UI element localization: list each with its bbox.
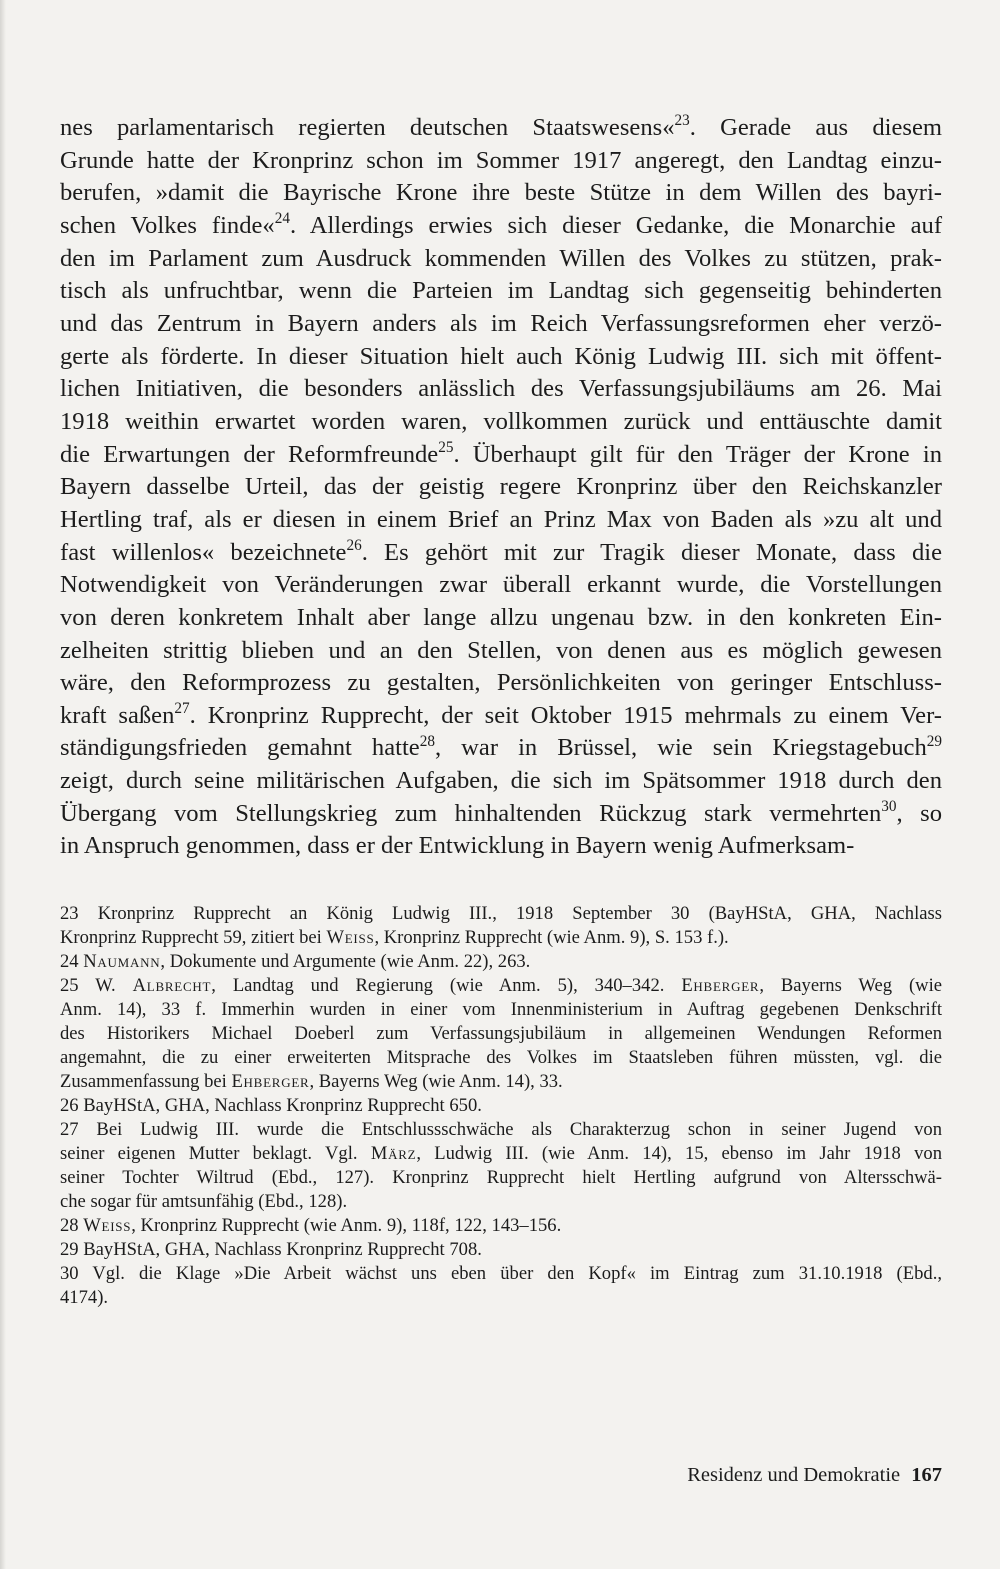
body-line: Bayern dasselbe Urteil, das der geistig regere Kronprinz über den Reichskanzler xyxy=(60,473,942,501)
footnote-reference: 25 xyxy=(438,438,454,456)
footnote-line: angemahnt, die zu einer erweiterten Mitsprache des Volkes im Staatsleben führen müssten, vgl. die xyxy=(60,1047,942,1068)
body-line: von deren konkretem Inhalt aber lange allzu ungenau bzw. in den konkreten Ein- xyxy=(60,603,942,631)
body-line: 1918 weithin erwartet worden waren, vollkommen zurück und enttäuschte damit xyxy=(60,407,942,435)
running-footer xyxy=(687,1462,942,1488)
footnotes xyxy=(60,902,942,1310)
footnote-23 xyxy=(60,902,942,950)
footnote-reference: 29 xyxy=(926,732,943,750)
body-line: den im Parlament zum Ausdruck kommenden Willen des Volkes zu stützen, prak- xyxy=(60,244,942,272)
footnote-30 xyxy=(60,1262,942,1310)
body-line: zeigt, durch seine militärischen Aufgaben, die sich im Spätsommer 1918 durch den xyxy=(60,767,942,795)
author-name: Albrecht xyxy=(132,975,212,996)
body-line: gerte als förderte. In dieser Situation hielt auch König Ludwig III. sich mit öffent- xyxy=(60,342,942,370)
footnote-29 xyxy=(60,1238,942,1262)
author-name: Naumann xyxy=(83,951,161,972)
body-text xyxy=(60,112,942,863)
body-line: in Anspruch genommen, dass er der Entwicklung in Bayern wenig Aufmerksam- xyxy=(60,832,855,860)
footnote-reference: 26 xyxy=(346,536,362,554)
footnote-line: Anm. 14), 33 f. Immerhin wurden in einer vom Innenministerium in Auftrag gegebenen Denkschrift xyxy=(60,999,942,1020)
running-footer-title: Residenz und Demokratie xyxy=(687,1464,901,1486)
body-line: die Erwartungen der Reformfreunde$^{25}$. Überhaupt gilt für den Träger der Krone in xyxy=(60,438,942,468)
footnote-line: 4174). xyxy=(60,1287,109,1308)
footnote-line: 26 BayHStA, GHA, Nachlass Kronprinz Rupprecht 650. xyxy=(60,1095,482,1116)
footnote-26 xyxy=(60,1094,942,1118)
footnote-line: 28 Weiss, Kronprinz Rupprecht (wie Anm. 9), 118f, 122, 143–156. xyxy=(60,1215,562,1236)
body-line: fast willenlos« bezeichnete$^{26}$. Es gehört mit zur Tragik dieser Monate, dass die xyxy=(60,536,942,566)
footnote-line: Kronprinz Rupprecht 59, zitiert bei Weiss, Kronprinz Rupprecht (wie Anm. 9), S. 153 f.). xyxy=(60,927,729,948)
page-number: 167 xyxy=(911,1464,942,1486)
footnote-line: 29 BayHStA, GHA, Nachlass Kronprinz Rupprecht 708. xyxy=(60,1239,482,1260)
footnote-reference: 30 xyxy=(881,797,897,815)
author-name: Ehberger xyxy=(231,1071,310,1092)
author-name: Weiss xyxy=(83,1215,132,1236)
body-line: Grunde hatte der Kronprinz schon im Sommer 1917 angeregt, den Landtag einzu- xyxy=(60,146,942,174)
page-edge-shadow xyxy=(0,0,6,1569)
footnote-24 xyxy=(60,950,942,974)
footnote-line: 30 Vgl. die Klage »Die Arbeit wächst uns eben über den Kopf« im Eintrag zum 31.10.1918 (Ebd., xyxy=(60,1263,942,1284)
footnote-27 xyxy=(60,1118,942,1214)
body-line: zelheiten strittig blieben und an den Stellen, von denen aus es möglich gewesen xyxy=(60,636,942,664)
footnote-line: seiner eigenen Mutter beklagt. Vgl. März, Ludwig III. (wie Anm. 14), 15, ebenso im Jahr 1918 von xyxy=(60,1143,942,1164)
body-line: lichen Initiativen, die besonders anlässlich des Verfassungsjubiläums am 26. Mai xyxy=(60,375,942,403)
footnote-line: seiner Tochter Wiltrud (Ebd., 127). Kronprinz Rupprecht hielt Hertling aufgrund von Altersschwä- xyxy=(60,1167,942,1188)
footnote-line: 27 Bei Ludwig III. wurde die Entschlussschwäche als Charakterzug schon in seiner Jugend von xyxy=(60,1119,942,1140)
body-line: ständigungsfrieden gemahnt hatte$^{28}$, war in Brüssel, wie sein Kriegstagebuch$^{29}$ xyxy=(60,732,943,762)
footnote-25 xyxy=(60,974,942,1094)
footnote-line: 24 Naumann, Dokumente und Argumente (wie Anm. 22), 263. xyxy=(60,951,531,972)
footnote-line: des Historikers Michael Doeberl zum Verfassungsjubiläum in allgemeinen Wendungen Reformen xyxy=(60,1023,942,1044)
body-line: nes parlamentarisch regierten deutschen Staatswesens«$^{23}$. Gerade aus diesem xyxy=(60,112,942,141)
footnote-reference: 24 xyxy=(274,210,290,228)
body-line: berufen, »damit die Bayrische Krone ihre beste Stütze in dem Willen des bayri- xyxy=(60,179,942,207)
author-name: Weiss xyxy=(326,927,375,948)
footnote-reference: 28 xyxy=(419,732,435,750)
body-line: schen Volkes finde«$^{24}$. Allerdings erwies sich dieser Gedanke, die Monarchie auf xyxy=(60,210,943,239)
body-line: tisch als unfruchtbar, wenn die Parteien im Landtag sich gegenseitig behinderten xyxy=(60,277,942,305)
author-name: März xyxy=(370,1143,417,1164)
footnote-reference: 27 xyxy=(174,699,190,717)
body-line: Übergang vom Stellungskrieg zum hinhaltenden Rückzug stark vermehrten$^{30}$, so xyxy=(60,797,942,827)
body-line: wäre, den Reformprozess zu gestalten, Persönlichkeiten von geringer Entschluss- xyxy=(60,669,942,697)
footnote-line: Zusammenfassung bei Ehberger, Bayerns Weg (wie Anm. 14), 33. xyxy=(60,1071,563,1092)
body-line: Hertling traf, als er diesen in einem Brief an Prinz Max von Baden als »zu alt und xyxy=(60,505,942,533)
footnote-reference: 23 xyxy=(674,112,690,130)
body-line: und das Zentrum in Bayern anders als im Reich Verfassungsreformen eher verzö- xyxy=(60,309,942,337)
body-line: Notwendigkeit von Veränderungen zwar überall erkannt wurde, die Vorstellungen xyxy=(60,571,942,599)
body-line: kraft saßen$^{27}$. Kronprinz Rupprecht, der seit Oktober 1915 mehrmals zu einem Ver- xyxy=(60,699,942,729)
author-name: Ehberger xyxy=(681,975,760,996)
footnote-line: che sogar für amtsunfähig (Ebd., 128). xyxy=(60,1191,348,1212)
footnote-line: 25 W. Albrecht, Landtag und Regierung (wie Anm. 5), 340–342. Ehberger, Bayerns Weg (wie xyxy=(60,975,943,996)
footnote-28 xyxy=(60,1214,942,1238)
footnote-line: 23 Kronprinz Rupprecht an König Ludwig III., 1918 September 30 (BayHStA, GHA, Nachlass xyxy=(60,903,942,924)
